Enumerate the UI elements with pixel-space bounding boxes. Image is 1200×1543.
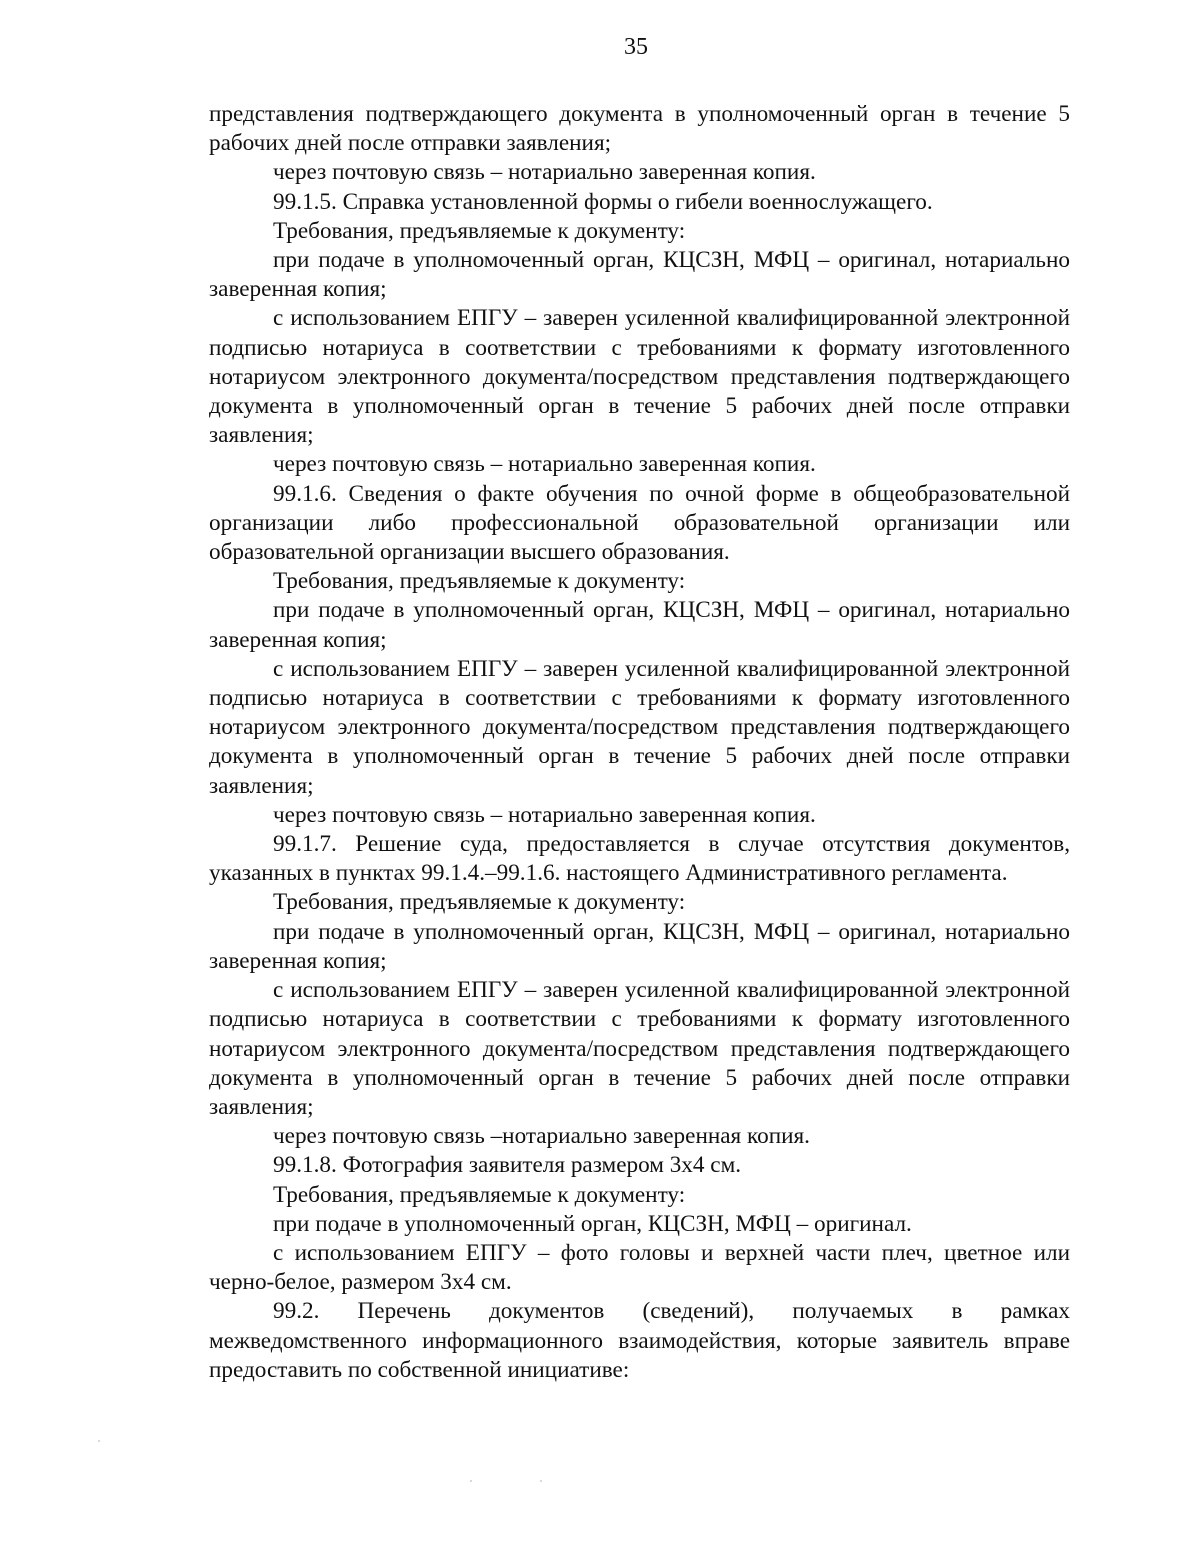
paragraph: при подаче в уполномоченный орган, КЦСЗН, МФЦ – оригинал.: [273, 1210, 912, 1237]
paragraph: при подаче в уполномоченный орган, КЦСЗН, МФЦ – оригинал, нотариально заверенная копия;: [209, 597, 1070, 653]
paragraph: при подаче в уполномоченный орган, КЦСЗН, МФЦ – оригинал, нотариально заверенная копия;: [209, 247, 1070, 303]
paragraph: через почтовую связь –нотариально заверенная копия.: [273, 1123, 810, 1150]
paragraph: с использованием ЕПГУ – заверен усиленной квалифицированной электронной подписью нотариуса в соответствии с требованиями к формату изготовленного нотариусом электронного документа/посредством представления подтверждающего документа в уполномоченный орган в течение 5 рабочих дней после отправки заявления;: [209, 977, 1070, 1120]
paragraph: Требования, предъявляемые к документу:: [273, 889, 686, 916]
paragraph: представления подтверждающего документа в уполномоченный орган в течение 5 рабочих дней после отправки заявления;: [209, 101, 1070, 157]
paragraph: при подаче в уполномоченный орган, КЦСЗН, МФЦ – оригинал, нотариально заверенная копия;: [209, 918, 1070, 974]
paragraph: 99.1.8. Фотография заявителя размером 3х4 см.: [273, 1152, 742, 1179]
scan-speck: [470, 1480, 472, 1482]
document-body: [209, 100, 1070, 1385]
paragraph: через почтовую связь – нотариально заверенная копия.: [273, 159, 816, 186]
paragraph: 99.1.6. Сведения о факте обучения по очной форме в общеобразовательной организации либо профессиональной образовательной организации или образовательной организации высшего образования.: [209, 480, 1070, 566]
paragraph: Требования, предъявляемые к документу:: [273, 1181, 686, 1208]
paragraph: с использованием ЕПГУ – заверен усиленной квалифицированной электронной подписью нотариуса в соответствии с требованиями к формату изготовленного нотариусом электронного документа/посредством представления подтверждающего документа в уполномоченный орган в течение 5 рабочих дней после отправки заявления;: [209, 305, 1070, 449]
paragraph: Требования, предъявляемые к документу:: [273, 568, 686, 595]
page-number: 35: [624, 34, 648, 60]
paragraph: 99.2. Перечень документов (сведений), получаемых в рамках межведомственного информационного взаимодействия, которые заявитель вправе предоставить по собственной инициативе:: [209, 1298, 1070, 1383]
paragraph: через почтовую связь – нотариально заверенная копия.: [273, 451, 816, 478]
paragraph: с использованием ЕПГУ – заверен усиленной квалифицированной электронной подписью нотариуса в соответствии с требованиями к формату изготовленного нотариусом электронного документа/посредством представления подтверждающего документа в уполномоченный орган в течение 5 рабочих дней после отправки заявления;: [209, 655, 1070, 799]
paragraph: через почтовую связь – нотариально заверенная копия.: [273, 801, 816, 828]
paragraph: с использованием ЕПГУ – фото головы и верхней части плеч, цветное или черно-белое, размером 3х4 см.: [209, 1239, 1070, 1296]
scan-speck: [540, 1480, 542, 1482]
paragraph: 99.1.7. Решение суда, предоставляется в случае отсутствия документов, указанных в пунктах 99.1.4.–99.1.6. настоящего Административного регламента.: [209, 831, 1070, 887]
paragraph: 99.1.5. Справка установленной формы о гибели военнослужащего.: [273, 188, 933, 215]
scan-speck: [98, 1440, 100, 1442]
paragraph: Требования, предъявляемые к документу:: [273, 217, 686, 244]
